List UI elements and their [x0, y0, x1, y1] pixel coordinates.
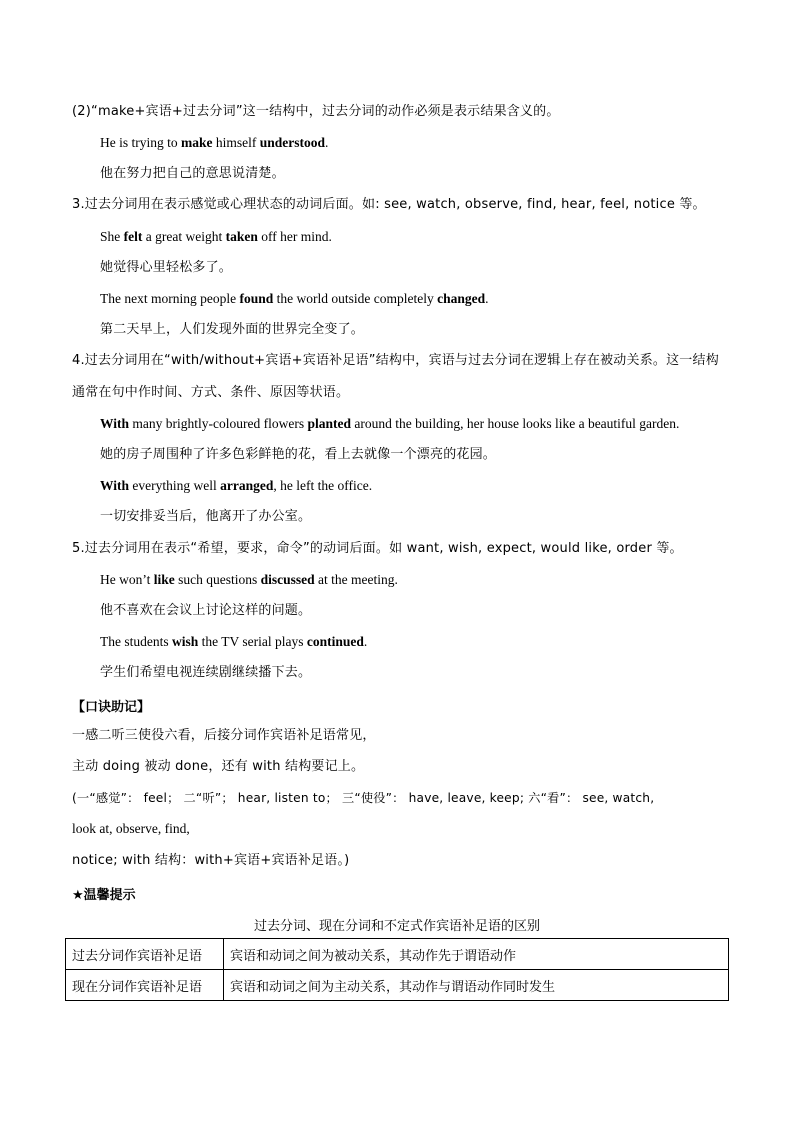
- table-cell-desc: 宾语和动词之间为主动关系，其动作与谓语动作同时发生: [224, 970, 729, 1001]
- text: the world outside completely: [273, 291, 438, 306]
- bold-verb: found: [239, 291, 274, 306]
- bold-verb: make: [181, 135, 213, 150]
- bold-verb: wish: [172, 634, 199, 649]
- rule-2-example-1-translation: 他在努力把自己的意思说清楚。: [100, 166, 285, 181]
- bold-verb: like: [153, 572, 175, 587]
- text: a great weight: [142, 229, 226, 244]
- rule-4-intro-line-1: 4.过去分词用在“with/without+宾语+宾语补足语”结构中，宾语与过去分词在逻辑上存在被动关系。这一结构: [72, 353, 719, 368]
- table-cell-desc: 宾语和动词之间为被动关系，其动作先于谓语动作: [224, 939, 729, 970]
- table-cell-term: 过去分词作宾语补足语: [66, 939, 224, 970]
- rule-3-example-2: [100, 290, 488, 308]
- text: many brightly-coloured flowers: [129, 416, 308, 431]
- mnemonic-line-5: notice; with 结构：with+宾语+宾语补足语。): [72, 853, 350, 868]
- rule-5-example-1-translation: 他不喜欢在会议上讨论这样的问题。: [100, 603, 312, 618]
- bold-with: With: [100, 478, 130, 493]
- mnemonic-line-2: 主动 doing 被动 done，还有 with 结构要记上。: [72, 759, 365, 774]
- mnemonic-line-3: (一“感觉”： feel； 二“听”； hear, listen to； 三“使役”： have, leave, keep; 六“看”： see, watch,: [72, 791, 655, 805]
- rule-5-example-2-translation: 学生们希望电视连续剧继续播下去。: [100, 665, 312, 680]
- rule-2-example-1: [100, 134, 328, 152]
- table-cell-term: 现在分词作宾语补足语: [66, 970, 224, 1001]
- text: The next morning people: [100, 291, 240, 306]
- rule-4-example-1: [100, 415, 679, 433]
- text: .: [485, 291, 489, 306]
- bold-participle: arranged: [220, 478, 274, 493]
- text: at the meeting.: [314, 572, 398, 587]
- text: .: [363, 634, 368, 649]
- rule-5-intro: 5.过去分词用在表示“希望，要求，命令”的动词后面。如 want, wish, expect, would like, order 等。: [72, 541, 683, 556]
- rule-5-example-2: [100, 633, 367, 651]
- text: such questions: [174, 572, 261, 587]
- rule-4-example-1-translation: 她的房子周围种了许多色彩鲜艳的花，看上去就像一个漂亮的花园。: [100, 447, 497, 462]
- rule-3-example-1: [100, 228, 332, 246]
- tip-heading: ★温馨提示: [72, 888, 136, 903]
- bold-participle: taken: [225, 229, 258, 244]
- rule-2-intro: (2)“make+宾语+过去分词”这一结构中，过去分词的动作必须是表示结果含义的。: [72, 104, 560, 119]
- bold-participle: understood: [259, 135, 326, 150]
- mnemonic-heading: 【口诀助记】: [72, 700, 151, 715]
- text: off her mind.: [257, 229, 332, 244]
- text: around the building, her house looks like a beautiful garden.: [350, 416, 680, 431]
- bold-participle: continued: [306, 634, 364, 649]
- mnemonic-line-1: 一感二听三使役六看，后接分词作宾语补足语常见，: [72, 728, 376, 743]
- text: .: [325, 135, 329, 150]
- bold-participle: changed: [437, 291, 486, 306]
- text: He won’t: [100, 572, 154, 587]
- rule-4-intro-line-2: 通常在句中作时间、方式、条件、原因等状语。: [72, 385, 350, 400]
- text: The students: [100, 634, 172, 649]
- text: everything well: [129, 478, 221, 493]
- rule-5-example-1: [100, 571, 398, 589]
- mnemonic-line-4: look at, observe, find,: [72, 821, 190, 836]
- rule-3-intro: 3.过去分词用在表示感觉或心理状态的动词后面。如: see, watch, observe, find, hear, feel, notice 等。: [72, 197, 706, 212]
- table-row: [66, 970, 729, 1001]
- bold-verb: felt: [123, 229, 143, 244]
- text: , he left the office.: [273, 478, 373, 493]
- bold-participle: discussed: [260, 572, 315, 587]
- bold-participle: planted: [307, 416, 351, 431]
- rule-4-example-2-translation: 一切安排妥当后，他离开了办公室。: [100, 509, 312, 524]
- table-caption: 过去分词、现在分词和不定式作宾语补足语的区别: [253, 919, 540, 934]
- text: the TV serial plays: [198, 634, 307, 649]
- rule-3-example-2-translation: 第二天早上，人们发现外面的世界完全变了。: [100, 322, 365, 337]
- text: himself: [212, 135, 260, 150]
- bold-with: With: [100, 416, 130, 431]
- rule-3-example-1-translation: 她觉得心里轻松多了。: [100, 260, 233, 275]
- text: She: [100, 229, 124, 244]
- table-row: [66, 939, 729, 970]
- text: He is trying to: [100, 135, 181, 150]
- rule-4-example-2: [100, 477, 372, 495]
- comparison-table: [65, 938, 729, 1001]
